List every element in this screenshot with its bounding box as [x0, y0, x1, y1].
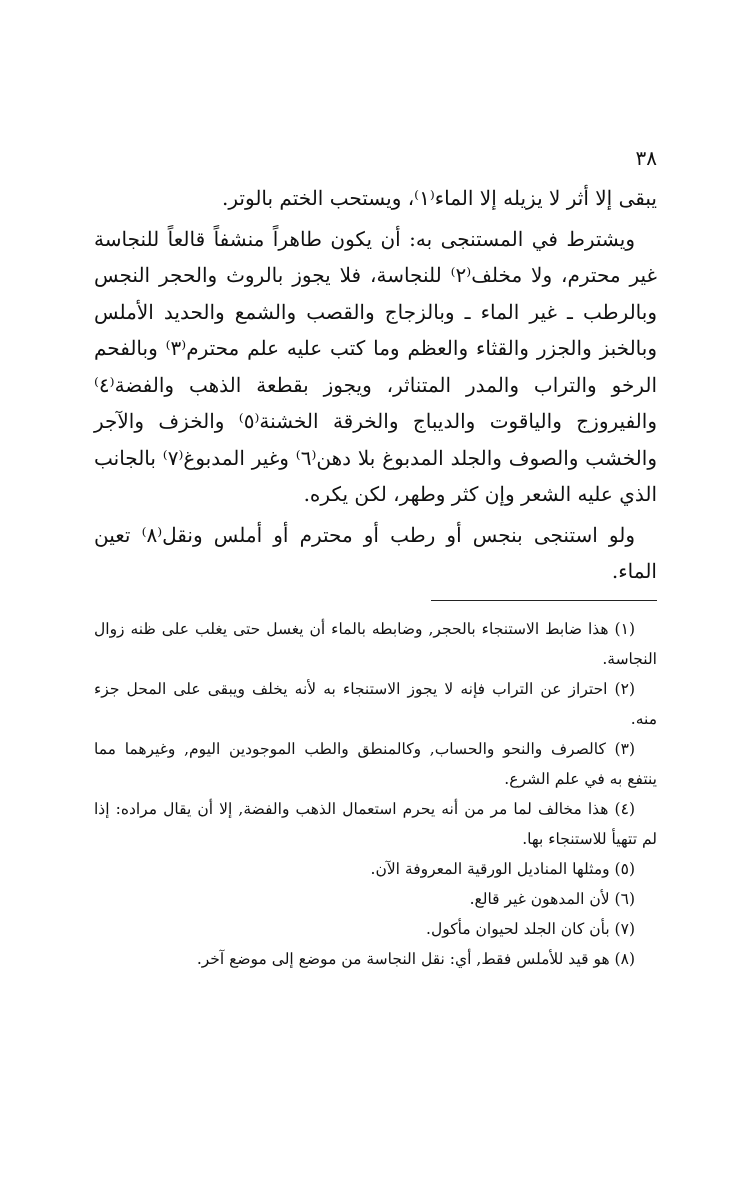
footnote: (٤) هذا مخالف لما مر من أنه يحرم استعمال الذهب والفضة, إلا أن يقال مراده: إذا لم تتهيأ للاستنجاء بها.: [94, 800, 657, 848]
footnote: (٢) احتراز عن التراب فإنه لا يجوز الاستنجاء به لأنه يخلف ويبقى على المحل جزء منه.: [94, 680, 657, 728]
footnote: (٧) بأن كان الجلد لحيوان مأكول.: [426, 920, 635, 938]
page-number: ٣٨: [635, 146, 657, 170]
footnote: (٦) لأن المدهون غير قالع.: [469, 890, 635, 908]
footnote: (٨) هو قيد للأملس فقط, أي: نقل النجاسة من موضع إلى موضع آخر.: [196, 950, 635, 968]
paragraph: ويشترط في المستنجى به: أن يكون طاهراً منشفاً قالعاً للنجاسة غير محترم، ولا مخلف⁽٢⁾ للنجاسة، فلا يجوز بالروث والحجر النجس وبالرطب ـ غير الماء ـ وبالزجاج والقصب والشمع والحديد الأملس وبالخبز والجزر والقثاء والعظم وما كتب عليه علم محترم⁽٣⁾ وبالفحم الرخو والتراب والمدر المتناثر، ويجوز بقطعة الذهب والفضة⁽٤⁾ والفيروزج والياقوت والديباج والخرقة الخشنة⁽٥⁾ والخزف والآجر والخشب والصوف والجلد المدبوغ بلا دهن⁽٦⁾ وغير المدبوغ⁽٧⁾ بالجانب الذي عليه الشعر وإن كثر وطهر، لكن يكره.: [94, 226, 657, 506]
footnote: (١) هذا ضابط الاستنجاء بالحجر, وضابطه بالماء أن يغسل حتى يغلب على ظنه زوال النجاسة.: [94, 620, 657, 668]
footnote: (٣) كالصرف والنحو والحساب, وكالمنطق والطب الموجودين اليوم, وغيرهما مما ينتفع به في علم الشرع.: [94, 740, 657, 788]
paragraph: ولو استنجى بنجس أو رطب أو محترم أو أملس ونقل⁽٨⁾ تعين الماء.: [94, 522, 657, 583]
paragraph: يبقى إلا أثر لا يزيله إلا الماء⁽١⁾، ويستحب الختم بالوتر.: [222, 186, 657, 210]
footnotes: [94, 614, 657, 974]
footnote-separator: [431, 600, 657, 601]
footnote: (٥) ومثلها المناديل الورقية المعروفة الآن.: [370, 860, 635, 878]
main-text: [94, 180, 657, 594]
